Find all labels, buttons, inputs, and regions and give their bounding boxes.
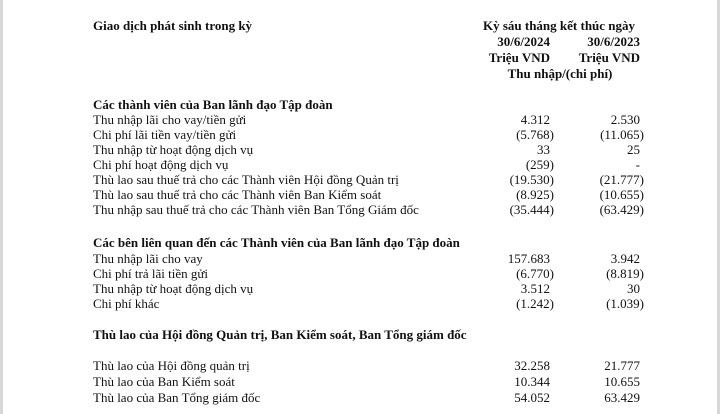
row-label: Thù lao sau thuế trả cho các Thành viên Ban Kiểm soát — [93, 187, 382, 202]
header-title: Giao dịch phát sinh trong kỳ — [93, 18, 253, 33]
col2-unit: Triệu VND — [578, 50, 640, 65]
row-label: Thu nhập lãi cho vay — [93, 251, 203, 266]
value-2024: (1.242) — [516, 296, 554, 311]
row-label: Thu nhập sau thuế trả cho các Thành viên Ban Tổng Giám đốc — [93, 202, 419, 217]
row-label: Thù lao của Ban Kiểm soát — [93, 374, 235, 389]
row-label: Thu nhập từ hoạt động dịch vụ — [93, 281, 254, 296]
row-label: Chi phí lãi tiền vay/tiền gửi — [93, 127, 237, 142]
value-2023: 10.655 — [604, 374, 640, 389]
value-2023: 63.429 — [604, 390, 640, 405]
row-label: Thu nhập lãi cho vay/tiền gửi — [93, 112, 247, 127]
col1-unit: Triệu VND — [488, 50, 550, 65]
col2-date: 30/6/2023 — [587, 34, 640, 49]
value-2024: 33 — [537, 142, 550, 157]
section-title: Các bên liên quan đến các Thành viên của Ban lãnh đạo Tập đoàn — [93, 235, 460, 250]
value-2023: - — [635, 157, 640, 172]
row-label: Thu nhập từ hoạt động dịch vụ — [93, 142, 254, 157]
value-2023: (21.777) — [599, 172, 644, 187]
row-label: Thù lao sau thuế trả cho các Thành viên Hội đồng Quản trị — [93, 172, 399, 187]
value-2023: 3.942 — [610, 251, 640, 266]
value-2024: 32.258 — [514, 358, 550, 373]
value-2024: (19.530) — [509, 172, 554, 187]
left-edge-shadow — [0, 0, 3, 414]
value-2023: 25 — [627, 142, 640, 157]
value-2023: 2.530 — [610, 112, 640, 127]
value-2024: 157.683 — [507, 251, 550, 266]
value-2023: (11.065) — [600, 127, 644, 142]
value-2023: (1.039) — [606, 296, 644, 311]
value-2024: (259) — [525, 157, 554, 172]
value-2024: 54.052 — [514, 390, 550, 405]
value-2024: (35.444) — [509, 202, 554, 217]
income-expense-label: Thu nhập/(chi phí) — [507, 66, 613, 81]
value-2023: (63.429) — [599, 202, 644, 217]
section-title: Thù lao của Hội đồng Quản trị, Ban Kiểm soát, Ban Tổng giám đốc — [93, 327, 467, 342]
value-2024: 10.344 — [514, 374, 550, 389]
value-2024: 4.312 — [520, 112, 550, 127]
value-2024: (6.770) — [516, 266, 554, 281]
row-label: Chi phí khác — [93, 296, 160, 311]
row-label: Chi phí hoạt động dịch vụ — [93, 157, 229, 172]
value-2024: 3.512 — [520, 281, 550, 296]
col1-date: 30/6/2024 — [497, 34, 550, 49]
row-label: Chi phí trả lãi tiền gửi — [93, 266, 209, 281]
period-title: Kỳ sáu tháng kết thúc ngày — [482, 18, 636, 33]
value-2023: (10.655) — [599, 187, 644, 202]
value-2024: (8.925) — [516, 187, 554, 202]
row-label: Thù lao của Ban Tổng giám đốc — [93, 390, 261, 405]
value-2023: 30 — [627, 281, 640, 296]
value-2023: (8.819) — [606, 266, 644, 281]
value-2024: (5.768) — [516, 127, 554, 142]
value-2023: 21.777 — [604, 358, 640, 373]
section-title: Các thành viên của Ban lãnh đạo Tập đoàn — [93, 97, 333, 112]
row-label: Thù lao của Hội đồng quản trị — [93, 358, 250, 373]
